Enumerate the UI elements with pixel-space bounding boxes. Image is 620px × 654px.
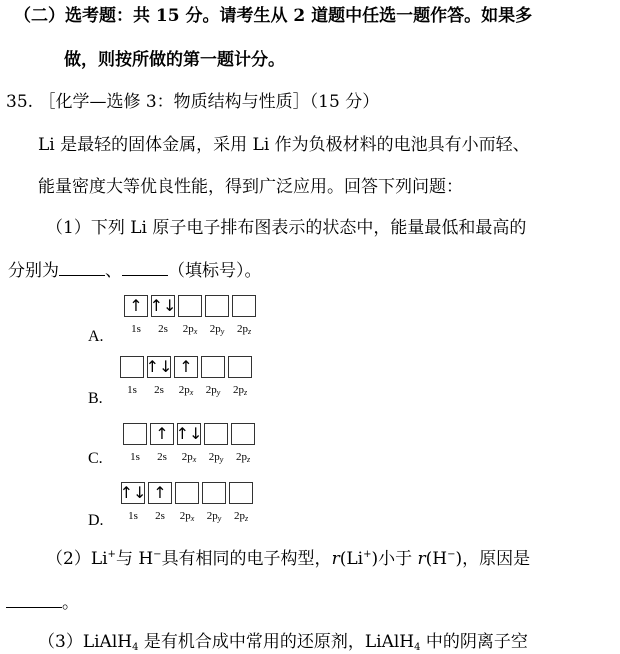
orbital-label: 2px bbox=[178, 384, 194, 397]
q2-h-charge-2: − bbox=[447, 549, 456, 560]
option-b-orbital-labels bbox=[120, 384, 252, 397]
option-d-orbital-boxes bbox=[121, 482, 253, 504]
orbital-label-subscript: z bbox=[247, 327, 252, 336]
orbital-label-subscript: y bbox=[217, 514, 222, 523]
q1-line-1 bbox=[46, 218, 526, 238]
option-d-orbital-labels bbox=[121, 510, 253, 523]
orbital-label-subscript: z bbox=[246, 455, 251, 464]
answer-blank-lowest[interactable] bbox=[59, 259, 105, 276]
q2-h-charge: − bbox=[153, 549, 162, 560]
q2-end: 。 bbox=[62, 593, 79, 613]
q1-suffix: （填标号）。 bbox=[168, 261, 262, 281]
orbital-label-subscript: x bbox=[192, 455, 197, 464]
intro-line-1 bbox=[38, 135, 530, 155]
q3-part-a: （3）LiAlH bbox=[38, 632, 133, 652]
orbital-label-subscript: y bbox=[216, 388, 221, 397]
orbital-box-1s: ↑ bbox=[124, 295, 148, 317]
orbital-label-subscript: x bbox=[189, 388, 194, 397]
orbital-box-2px bbox=[175, 482, 199, 504]
orbital-label: 2px bbox=[179, 510, 195, 523]
option-a-orbital-labels bbox=[124, 323, 256, 336]
orbital-box-2py bbox=[205, 295, 229, 317]
orbital-label: 2py bbox=[206, 510, 222, 523]
orbital-box-1s: ↑↓ bbox=[119, 483, 147, 502]
orbital-label-subscript: x bbox=[193, 327, 198, 336]
orbital-label: 1s bbox=[130, 451, 140, 463]
section-text-2: 做，则按所做的第一题计分。 bbox=[64, 50, 285, 70]
q2-line-2 bbox=[6, 591, 79, 613]
option-c-letter: C. bbox=[88, 450, 103, 467]
orbital-label: 2py bbox=[208, 451, 224, 464]
q2-radius-symbol-2: r bbox=[417, 549, 426, 569]
option-b-orbital-boxes bbox=[120, 356, 252, 378]
orbital-label-subscript: x bbox=[190, 514, 195, 523]
orbital-box-2pz bbox=[229, 482, 253, 504]
option-b-letter: B. bbox=[88, 390, 103, 407]
intro-text-2: 能量密度大等优良性能，得到广泛应用。回答下列问题： bbox=[38, 177, 463, 197]
orbital-box-2s: ↑↓ bbox=[145, 357, 173, 376]
option-c-orbital-boxes bbox=[123, 423, 255, 445]
q3-part-c: 中的阴离子空 bbox=[420, 632, 528, 652]
orbital-box-1s bbox=[120, 356, 144, 378]
q2-line-1 bbox=[46, 549, 530, 569]
q2-part-c: 具有相同的电子构型， bbox=[161, 549, 332, 569]
q2-li-charge-2: + bbox=[363, 549, 372, 560]
orbital-label: 2pz bbox=[233, 510, 249, 523]
q2-part-a: （2）Li bbox=[46, 549, 108, 569]
option-a-orbital-boxes bbox=[124, 295, 256, 317]
q2-part-g: )，原因是 bbox=[455, 549, 531, 569]
orbital-box-2s: ↑↓ bbox=[149, 296, 177, 315]
orbital-box-2py bbox=[204, 423, 228, 445]
question-title: ［化学—选修 3：物质结构与性质］（15 分） bbox=[38, 92, 380, 112]
orbital-box-2px: ↑↓ bbox=[175, 424, 203, 443]
intro-line-2 bbox=[38, 177, 463, 197]
orbital-label-subscript: y bbox=[219, 455, 224, 464]
orbital-box-1s bbox=[123, 423, 147, 445]
orbital-label: 1s bbox=[131, 323, 141, 335]
orbital-box-2px: ↑ bbox=[174, 356, 198, 378]
q1-prefix: 分别为 bbox=[8, 261, 59, 281]
q2-li-charge: + bbox=[107, 549, 116, 560]
intro-text-1: Li 是最轻的固体金属，采用 Li 作为负极材料的电池具有小而轻、 bbox=[38, 135, 530, 155]
orbital-box-2pz bbox=[232, 295, 256, 317]
question-header bbox=[6, 92, 379, 112]
orbital-box-2s: ↑ bbox=[148, 482, 172, 504]
q3-sub-2: 4 bbox=[414, 642, 421, 653]
orbital-label-subscript: z bbox=[244, 514, 249, 523]
orbital-box-2px bbox=[178, 295, 202, 317]
orbital-box-2s: ↑ bbox=[150, 423, 174, 445]
option-a-letter: A. bbox=[88, 328, 104, 345]
section-line-2 bbox=[64, 50, 285, 70]
q3-line-1 bbox=[38, 632, 528, 652]
orbital-label: 2px bbox=[182, 323, 198, 336]
section-line-1 bbox=[14, 6, 532, 26]
q1-text-1: （1）下列 Li 原子电子排布图表示的状态中，能量最低和最高的 bbox=[46, 218, 527, 238]
question-number: 35. bbox=[6, 92, 34, 112]
orbital-label-subscript: y bbox=[220, 327, 225, 336]
q2-part-f: (H bbox=[425, 549, 448, 569]
q2-part-e: )小于 bbox=[371, 549, 418, 569]
orbital-label: 2pz bbox=[236, 323, 252, 336]
section-text-1: （二）选考题：共 15 分。请考生从 2 道题中任选一题作答。如果多 bbox=[14, 6, 533, 26]
option-c-orbital-labels bbox=[123, 451, 255, 464]
answer-blank-highest[interactable] bbox=[122, 259, 168, 276]
orbital-label-subscript: z bbox=[243, 388, 248, 397]
orbital-label: 2s bbox=[158, 323, 168, 335]
orbital-label: 2s bbox=[157, 451, 167, 463]
orbital-box-2pz bbox=[228, 356, 252, 378]
q1-separator: 、 bbox=[105, 261, 122, 281]
orbital-label: 2py bbox=[209, 323, 225, 336]
answer-blank-reason[interactable] bbox=[6, 591, 62, 608]
orbital-label: 2pz bbox=[232, 384, 248, 397]
orbital-label: 2s bbox=[155, 510, 165, 522]
orbital-box-2pz bbox=[231, 423, 255, 445]
q3-sub-1: 4 bbox=[132, 642, 139, 653]
q1-line-2 bbox=[8, 259, 262, 281]
q2-part-b: 与 H bbox=[115, 549, 154, 569]
orbital-label: 2py bbox=[205, 384, 221, 397]
orbital-box-2py bbox=[201, 356, 225, 378]
orbital-label: 2s bbox=[154, 384, 164, 396]
orbital-box-2py bbox=[202, 482, 226, 504]
option-d-letter: D. bbox=[88, 512, 104, 529]
orbital-label: 2px bbox=[181, 451, 197, 464]
orbital-label: 1s bbox=[127, 384, 137, 396]
orbital-label: 2pz bbox=[235, 451, 251, 464]
q3-part-b: 是有机合成中常用的还原剂，LiAlH bbox=[138, 632, 415, 652]
orbital-label: 1s bbox=[128, 510, 138, 522]
q2-radius-symbol-1: r bbox=[331, 549, 340, 569]
q2-part-d: (Li bbox=[339, 549, 364, 569]
